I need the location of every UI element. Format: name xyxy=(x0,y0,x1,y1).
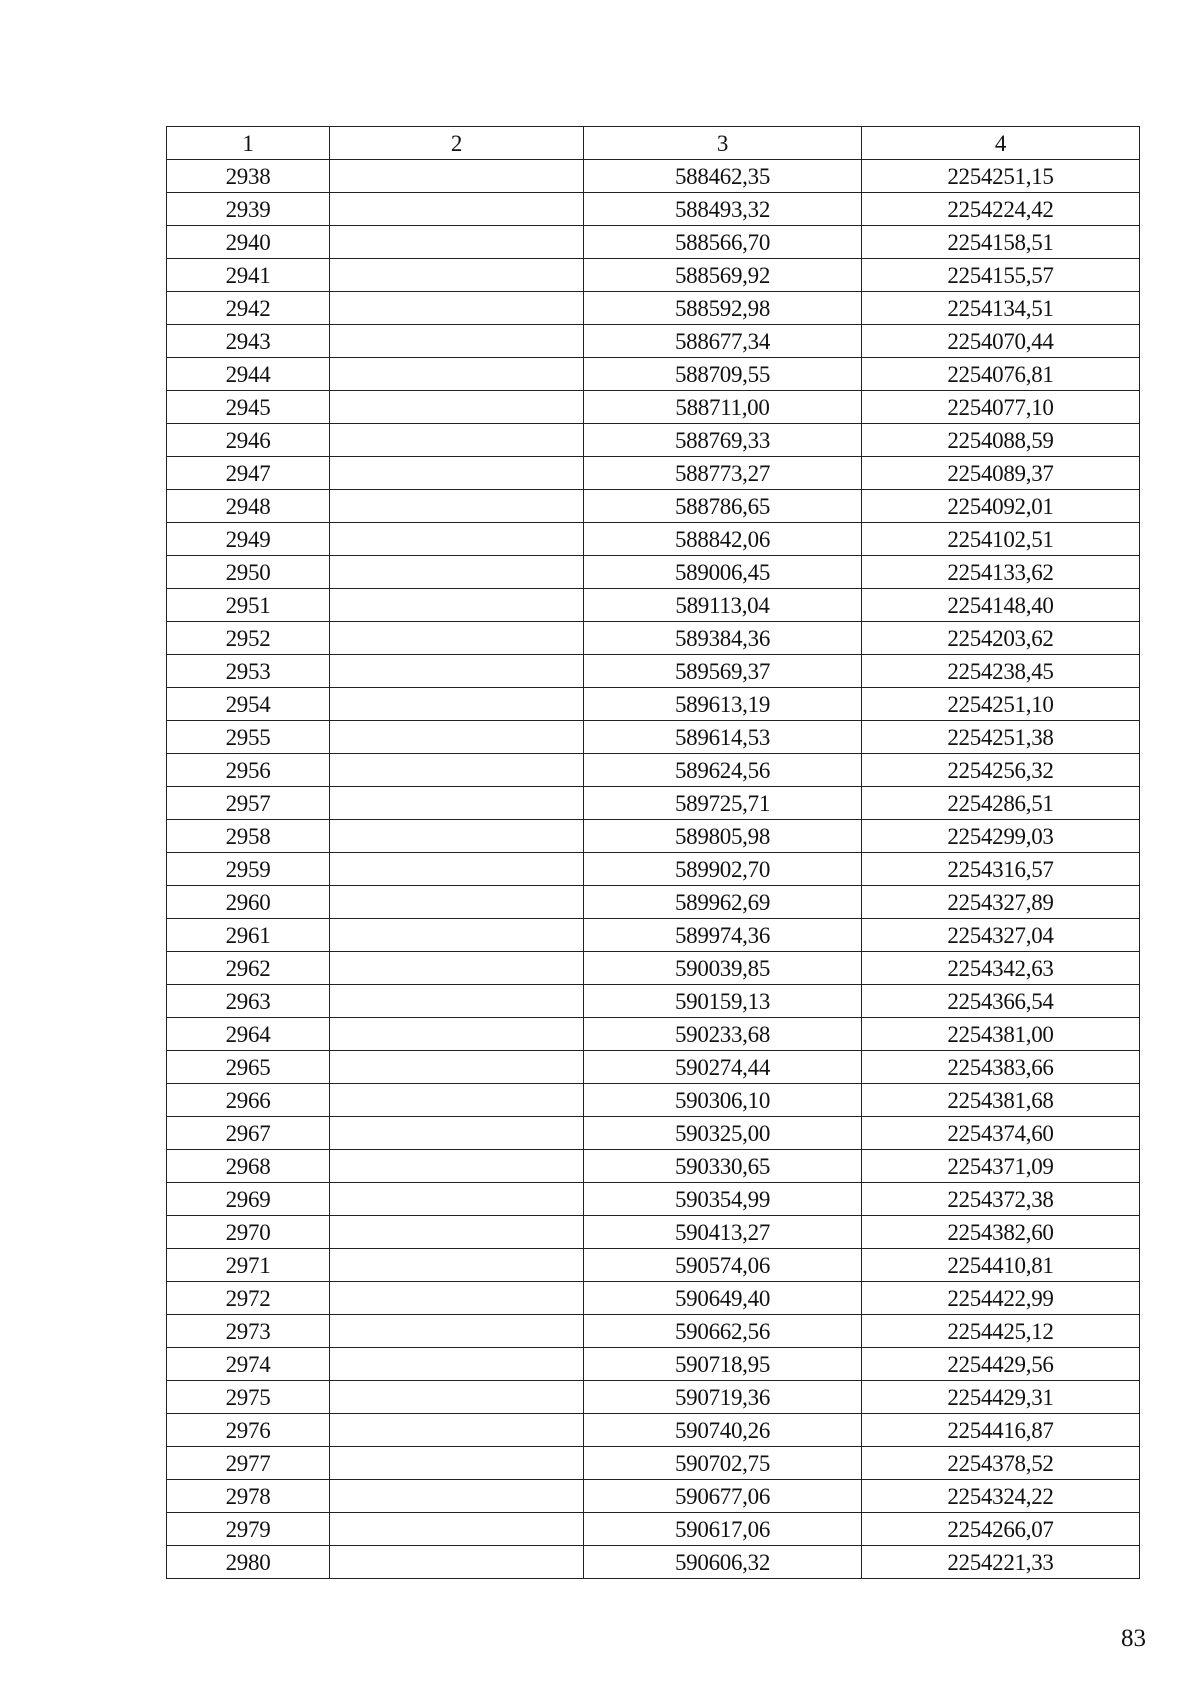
point-number-cell: 2943 xyxy=(167,325,330,358)
point-number-cell: 2964 xyxy=(167,1018,330,1051)
table-row xyxy=(167,853,1140,886)
empty-cell xyxy=(330,1249,584,1282)
table-row xyxy=(167,1282,1140,1315)
coordinate-x-cell: 590740,26 xyxy=(584,1414,862,1447)
point-number-cell: 2980 xyxy=(167,1546,330,1579)
point-number-cell: 2950 xyxy=(167,556,330,589)
table-row xyxy=(167,754,1140,787)
coordinate-x-cell: 590677,06 xyxy=(584,1480,862,1513)
point-number-cell: 2953 xyxy=(167,655,330,688)
empty-cell xyxy=(330,655,584,688)
point-number-cell: 2952 xyxy=(167,622,330,655)
coordinate-y-cell: 2254251,38 xyxy=(862,721,1140,754)
coordinate-x-cell: 589613,19 xyxy=(584,688,862,721)
table-row xyxy=(167,1084,1140,1117)
coordinate-y-cell: 2254158,51 xyxy=(862,226,1140,259)
coordinate-y-cell: 2254422,99 xyxy=(862,1282,1140,1315)
point-number-cell: 2969 xyxy=(167,1183,330,1216)
empty-cell xyxy=(330,1447,584,1480)
coordinate-x-cell: 588842,06 xyxy=(584,523,862,556)
point-number-cell: 2975 xyxy=(167,1381,330,1414)
empty-cell xyxy=(330,1018,584,1051)
coordinate-y-cell: 2254425,12 xyxy=(862,1315,1140,1348)
coordinate-x-cell: 590325,00 xyxy=(584,1117,862,1150)
table-row xyxy=(167,325,1140,358)
empty-cell xyxy=(330,490,584,523)
table-row xyxy=(167,193,1140,226)
coordinate-y-cell: 2254134,51 xyxy=(862,292,1140,325)
empty-cell xyxy=(330,589,584,622)
point-number-cell: 2971 xyxy=(167,1249,330,1282)
point-number-cell: 2979 xyxy=(167,1513,330,1546)
point-number-cell: 2959 xyxy=(167,853,330,886)
coordinate-y-cell: 2254327,89 xyxy=(862,886,1140,919)
table-row xyxy=(167,1018,1140,1051)
empty-cell xyxy=(330,721,584,754)
point-number-cell: 2941 xyxy=(167,259,330,292)
empty-cell xyxy=(330,1084,584,1117)
coordinate-y-cell: 2254381,00 xyxy=(862,1018,1140,1051)
table-row xyxy=(167,1117,1140,1150)
coordinate-x-cell: 590306,10 xyxy=(584,1084,862,1117)
table-row xyxy=(167,721,1140,754)
point-number-cell: 2963 xyxy=(167,985,330,1018)
coordinate-x-cell: 590617,06 xyxy=(584,1513,862,1546)
table-row xyxy=(167,1348,1140,1381)
coordinate-y-cell: 2254416,87 xyxy=(862,1414,1140,1447)
point-number-cell: 2954 xyxy=(167,688,330,721)
point-number-cell: 2965 xyxy=(167,1051,330,1084)
table-row xyxy=(167,820,1140,853)
table-row xyxy=(167,1315,1140,1348)
coordinate-y-cell: 2254316,57 xyxy=(862,853,1140,886)
coordinate-y-cell: 2254133,62 xyxy=(862,556,1140,589)
coordinate-y-cell: 2254374,60 xyxy=(862,1117,1140,1150)
empty-cell xyxy=(330,226,584,259)
coordinate-y-cell: 2254299,03 xyxy=(862,820,1140,853)
coordinate-x-cell: 589962,69 xyxy=(584,886,862,919)
empty-cell xyxy=(330,1216,584,1249)
table-row xyxy=(167,688,1140,721)
coordinate-x-cell: 590702,75 xyxy=(584,1447,862,1480)
point-number-cell: 2940 xyxy=(167,226,330,259)
coordinate-x-cell: 590649,40 xyxy=(584,1282,862,1315)
empty-cell xyxy=(330,259,584,292)
coordinate-y-cell: 2254088,59 xyxy=(862,424,1140,457)
table-row xyxy=(167,556,1140,589)
point-number-cell: 2951 xyxy=(167,589,330,622)
coordinate-x-cell: 589614,53 xyxy=(584,721,862,754)
empty-cell xyxy=(330,358,584,391)
coordinate-x-cell: 590233,68 xyxy=(584,1018,862,1051)
coordinate-y-cell: 2254371,09 xyxy=(862,1150,1140,1183)
coordinate-x-cell: 588677,34 xyxy=(584,325,862,358)
empty-cell xyxy=(330,391,584,424)
coordinate-x-cell: 588786,65 xyxy=(584,490,862,523)
table-row xyxy=(167,457,1140,490)
point-number-cell: 2961 xyxy=(167,919,330,952)
point-number-cell: 2976 xyxy=(167,1414,330,1447)
point-number-cell: 2970 xyxy=(167,1216,330,1249)
coordinate-y-cell: 2254155,57 xyxy=(862,259,1140,292)
point-number-cell: 2939 xyxy=(167,193,330,226)
point-number-cell: 2947 xyxy=(167,457,330,490)
coordinate-x-cell: 589624,56 xyxy=(584,754,862,787)
coordinate-y-cell: 2254286,51 xyxy=(862,787,1140,820)
table-row xyxy=(167,787,1140,820)
coordinate-x-cell: 588711,00 xyxy=(584,391,862,424)
coordinate-y-cell: 2254381,68 xyxy=(862,1084,1140,1117)
coordinate-y-cell: 2254378,52 xyxy=(862,1447,1140,1480)
table-row xyxy=(167,1546,1140,1579)
coordinate-y-cell: 2254372,38 xyxy=(862,1183,1140,1216)
table-row xyxy=(167,1183,1140,1216)
coordinate-y-cell: 2254383,66 xyxy=(862,1051,1140,1084)
point-number-cell: 2966 xyxy=(167,1084,330,1117)
empty-cell xyxy=(330,424,584,457)
empty-cell xyxy=(330,754,584,787)
empty-cell xyxy=(330,1480,584,1513)
empty-cell xyxy=(330,919,584,952)
point-number-cell: 2958 xyxy=(167,820,330,853)
coordinate-x-cell: 589805,98 xyxy=(584,820,862,853)
column-header-1: 1 xyxy=(167,127,330,160)
empty-cell xyxy=(330,688,584,721)
empty-cell xyxy=(330,1414,584,1447)
coordinate-x-cell: 589974,36 xyxy=(584,919,862,952)
coordinate-x-cell: 590719,36 xyxy=(584,1381,862,1414)
table-row xyxy=(167,1414,1140,1447)
coordinate-y-cell: 2254251,15 xyxy=(862,160,1140,193)
table-row xyxy=(167,886,1140,919)
empty-cell xyxy=(330,1150,584,1183)
point-number-cell: 2978 xyxy=(167,1480,330,1513)
empty-cell xyxy=(330,985,584,1018)
coordinate-y-cell: 2254429,56 xyxy=(862,1348,1140,1381)
page-number: 83 xyxy=(1121,1625,1146,1652)
coordinate-y-cell: 2254221,33 xyxy=(862,1546,1140,1579)
point-number-cell: 2967 xyxy=(167,1117,330,1150)
point-number-cell: 2948 xyxy=(167,490,330,523)
coordinate-y-cell: 2254256,32 xyxy=(862,754,1140,787)
coordinate-x-cell: 590354,99 xyxy=(584,1183,862,1216)
coordinate-x-cell: 590159,13 xyxy=(584,985,862,1018)
coordinate-x-cell: 590274,44 xyxy=(584,1051,862,1084)
coordinate-x-cell: 588769,33 xyxy=(584,424,862,457)
table-body xyxy=(167,160,1140,1579)
point-number-cell: 2944 xyxy=(167,358,330,391)
empty-cell xyxy=(330,622,584,655)
table-row xyxy=(167,292,1140,325)
coordinate-y-cell: 2254102,51 xyxy=(862,523,1140,556)
empty-cell xyxy=(330,160,584,193)
empty-cell xyxy=(330,1546,584,1579)
point-number-cell: 2977 xyxy=(167,1447,330,1480)
coordinate-x-cell: 590718,95 xyxy=(584,1348,862,1381)
table-row xyxy=(167,1513,1140,1546)
table-row xyxy=(167,160,1140,193)
point-number-cell: 2968 xyxy=(167,1150,330,1183)
table-row xyxy=(167,952,1140,985)
point-number-cell: 2962 xyxy=(167,952,330,985)
point-number-cell: 2956 xyxy=(167,754,330,787)
column-header-4: 4 xyxy=(862,127,1140,160)
table-row xyxy=(167,226,1140,259)
empty-cell xyxy=(330,1348,584,1381)
empty-cell xyxy=(330,787,584,820)
coordinate-y-cell: 2254070,44 xyxy=(862,325,1140,358)
coordinate-y-cell: 2254266,07 xyxy=(862,1513,1140,1546)
coordinate-x-cell: 590413,27 xyxy=(584,1216,862,1249)
coordinate-x-cell: 588592,98 xyxy=(584,292,862,325)
table-row xyxy=(167,424,1140,457)
empty-cell xyxy=(330,292,584,325)
empty-cell xyxy=(330,457,584,490)
table-row xyxy=(167,1051,1140,1084)
coordinate-x-cell: 589902,70 xyxy=(584,853,862,886)
column-header-2: 2 xyxy=(330,127,584,160)
point-number-cell: 2960 xyxy=(167,886,330,919)
table-row xyxy=(167,490,1140,523)
point-number-cell: 2949 xyxy=(167,523,330,556)
empty-cell xyxy=(330,1183,584,1216)
empty-cell xyxy=(330,523,584,556)
coordinate-y-cell: 2254410,81 xyxy=(862,1249,1140,1282)
point-number-cell: 2946 xyxy=(167,424,330,457)
empty-cell xyxy=(330,325,584,358)
table-row xyxy=(167,1249,1140,1282)
coordinate-y-cell: 2254429,31 xyxy=(862,1381,1140,1414)
coordinate-x-cell: 588462,35 xyxy=(584,160,862,193)
point-number-cell: 2973 xyxy=(167,1315,330,1348)
table-header-row xyxy=(167,127,1140,160)
empty-cell xyxy=(330,886,584,919)
coordinate-x-cell: 589113,04 xyxy=(584,589,862,622)
point-number-cell: 2974 xyxy=(167,1348,330,1381)
table-row xyxy=(167,1381,1140,1414)
point-number-cell: 2957 xyxy=(167,787,330,820)
empty-cell xyxy=(330,193,584,226)
coordinate-y-cell: 2254251,10 xyxy=(862,688,1140,721)
coordinate-y-cell: 2254366,54 xyxy=(862,985,1140,1018)
coordinate-x-cell: 590574,06 xyxy=(584,1249,862,1282)
coordinate-y-cell: 2254203,62 xyxy=(862,622,1140,655)
coordinates-table xyxy=(166,126,1140,1579)
point-number-cell: 2938 xyxy=(167,160,330,193)
table-row xyxy=(167,358,1140,391)
coordinate-x-cell: 590606,32 xyxy=(584,1546,862,1579)
coordinate-x-cell: 590330,65 xyxy=(584,1150,862,1183)
table-row xyxy=(167,1480,1140,1513)
coordinate-x-cell: 590662,56 xyxy=(584,1315,862,1348)
table-row xyxy=(167,622,1140,655)
coordinate-x-cell: 590039,85 xyxy=(584,952,862,985)
coordinate-y-cell: 2254382,60 xyxy=(862,1216,1140,1249)
coordinate-x-cell: 588709,55 xyxy=(584,358,862,391)
coordinate-y-cell: 2254148,40 xyxy=(862,589,1140,622)
table-row xyxy=(167,919,1140,952)
coordinate-y-cell: 2254238,45 xyxy=(862,655,1140,688)
point-number-cell: 2972 xyxy=(167,1282,330,1315)
empty-cell xyxy=(330,853,584,886)
table-row xyxy=(167,1447,1140,1480)
point-number-cell: 2955 xyxy=(167,721,330,754)
empty-cell xyxy=(330,820,584,853)
table-row xyxy=(167,1216,1140,1249)
coordinate-x-cell: 589006,45 xyxy=(584,556,862,589)
empty-cell xyxy=(330,1282,584,1315)
coordinate-y-cell: 2254076,81 xyxy=(862,358,1140,391)
coordinate-x-cell: 589725,71 xyxy=(584,787,862,820)
coordinate-x-cell: 588493,32 xyxy=(584,193,862,226)
table-row xyxy=(167,259,1140,292)
table-row xyxy=(167,1150,1140,1183)
column-header-3: 3 xyxy=(584,127,862,160)
coordinate-x-cell: 588569,92 xyxy=(584,259,862,292)
coordinate-y-cell: 2254327,04 xyxy=(862,919,1140,952)
coordinate-x-cell: 589569,37 xyxy=(584,655,862,688)
empty-cell xyxy=(330,1381,584,1414)
table-row xyxy=(167,523,1140,556)
coordinate-y-cell: 2254077,10 xyxy=(862,391,1140,424)
empty-cell xyxy=(330,1315,584,1348)
empty-cell xyxy=(330,556,584,589)
empty-cell xyxy=(330,1513,584,1546)
empty-cell xyxy=(330,1117,584,1150)
point-number-cell: 2942 xyxy=(167,292,330,325)
table-row xyxy=(167,655,1140,688)
coordinate-y-cell: 2254324,22 xyxy=(862,1480,1140,1513)
coordinate-y-cell: 2254092,01 xyxy=(862,490,1140,523)
coordinate-y-cell: 2254342,63 xyxy=(862,952,1140,985)
table-row xyxy=(167,985,1140,1018)
coordinate-y-cell: 2254224,42 xyxy=(862,193,1140,226)
table-row xyxy=(167,589,1140,622)
coordinate-y-cell: 2254089,37 xyxy=(862,457,1140,490)
coordinate-x-cell: 588773,27 xyxy=(584,457,862,490)
coordinate-x-cell: 589384,36 xyxy=(584,622,862,655)
table-row xyxy=(167,391,1140,424)
empty-cell xyxy=(330,952,584,985)
empty-cell xyxy=(330,1051,584,1084)
coordinate-x-cell: 588566,70 xyxy=(584,226,862,259)
point-number-cell: 2945 xyxy=(167,391,330,424)
